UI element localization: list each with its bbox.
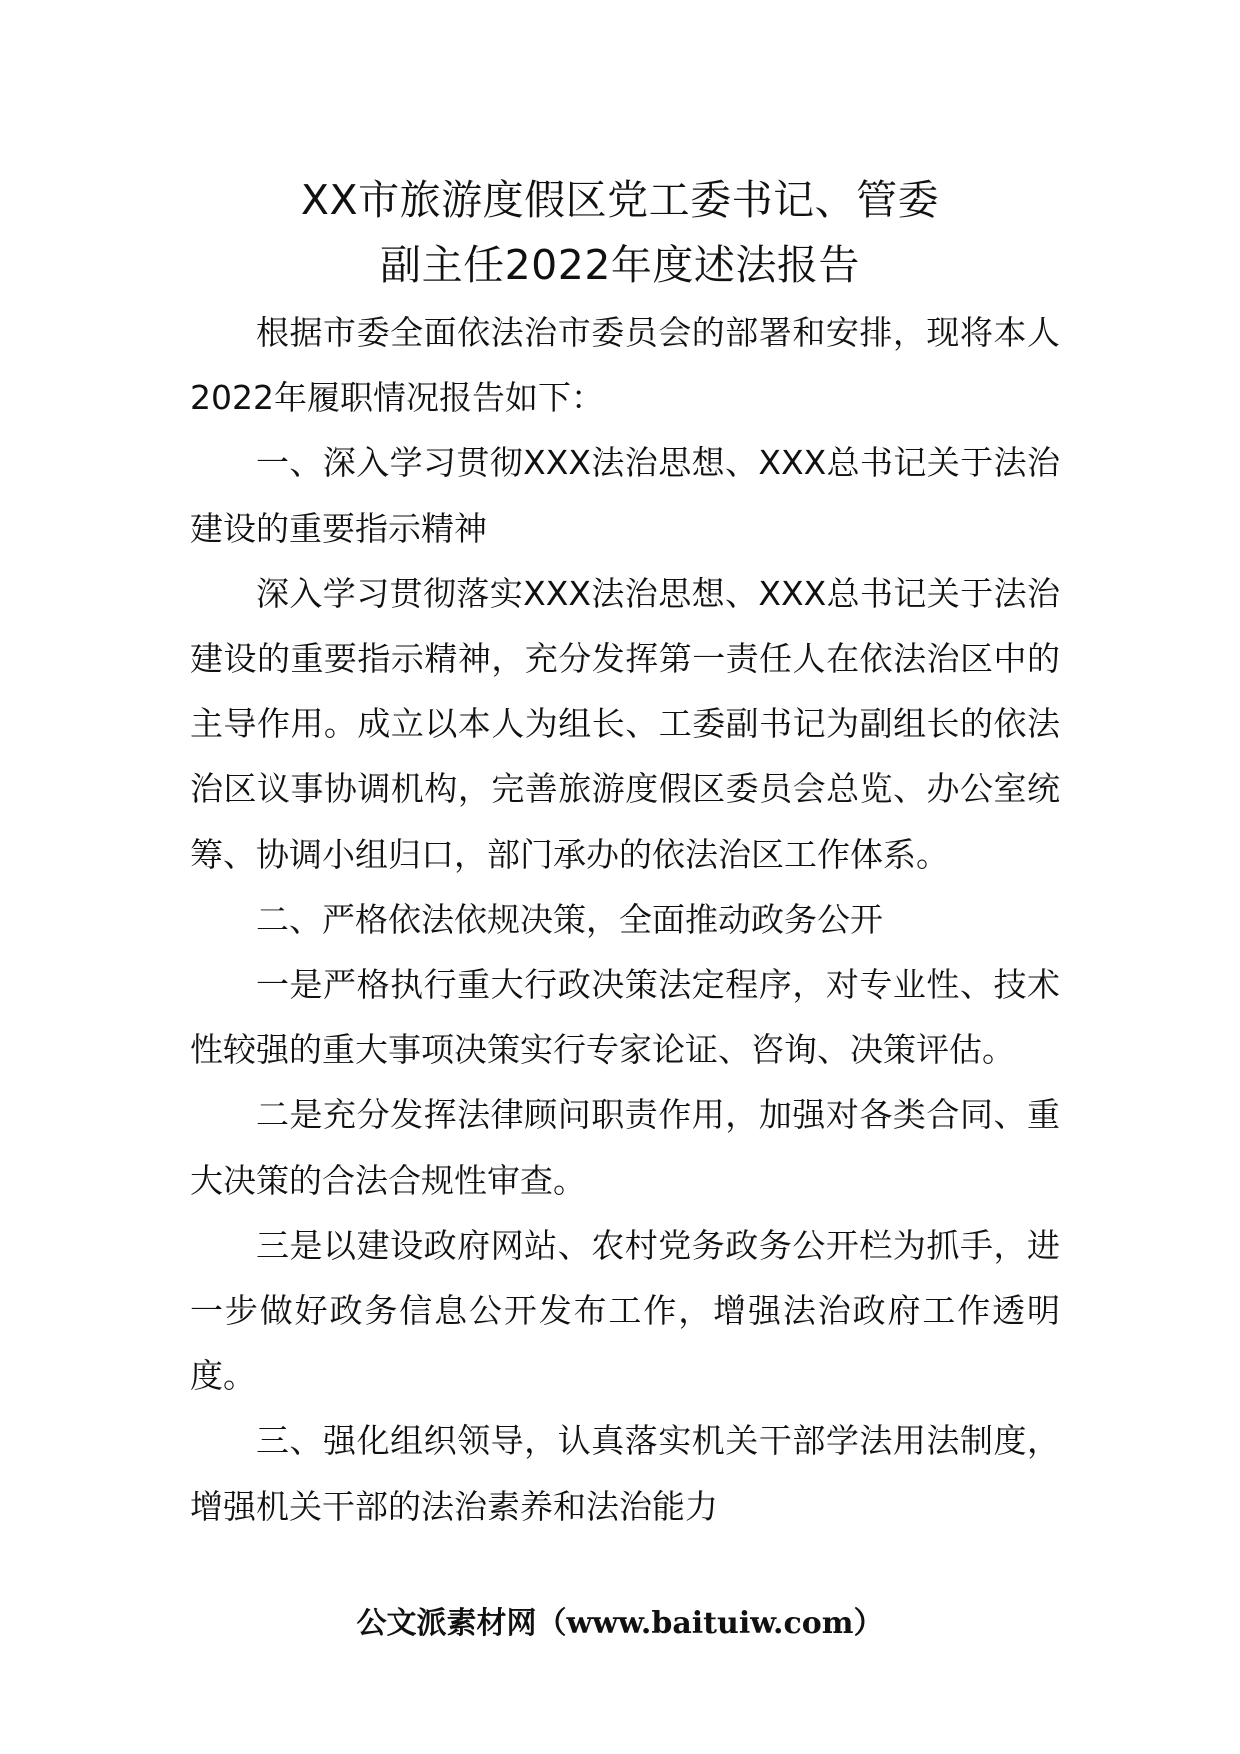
document-title-line-2: 副主任2022年度述法报告 xyxy=(380,241,860,289)
section-heading-1: 一、深入学习贯彻XXX法治思想、XXX总书记关于法治建设的重要指示精神 xyxy=(190,443,1060,548)
footer-watermark: 公文派素材网（www.baituiw.com） xyxy=(356,1606,884,1641)
section-2-item-1: 一是严格执行重大行政决策法定程序，对专业性、技术性较强的重大事项决策实行专家论证、咨询、决策评估。 xyxy=(190,965,1060,1070)
document-body xyxy=(190,300,1060,1539)
section-2-item-2: 二是充分发挥法律顾问职责作用，加强对各类合同、重大决策的合法合规性审查。 xyxy=(190,1095,1060,1200)
intro-paragraph: 根据市委全面依法治市委员会的部署和安排，现将本人2022年履职情况报告如下： xyxy=(190,313,1060,418)
document-title-line-1: XX市旅游度假区党工委书记、管委 xyxy=(300,176,940,224)
section-heading-3: 三、强化组织领导，认真落实机关干部学法用法制度，增强机关干部的法治素养和法治能力 xyxy=(190,1421,1060,1526)
section-1-paragraph: 深入学习贯彻落实XXX法治思想、XXX总书记关于法治建设的重要指示精神，充分发挥第一责任人在依法治区中的主导作用。成立以本人为组长、工委副书记为副组长的依法治区议事协调机构，完善旅游度假区委员会总览、办公室统筹、协调小组归口，部门承办的依法治区工作体系。 xyxy=(190,573,1060,874)
section-heading-2: 二、严格依法依规决策，全面推动政务公开 xyxy=(256,899,883,939)
section-2-item-3: 三是以建设政府网站、农村党务政务公开栏为抓手，进一步做好政务信息公开发布工作，增强法治政府工作透明度。 xyxy=(190,1225,1060,1396)
